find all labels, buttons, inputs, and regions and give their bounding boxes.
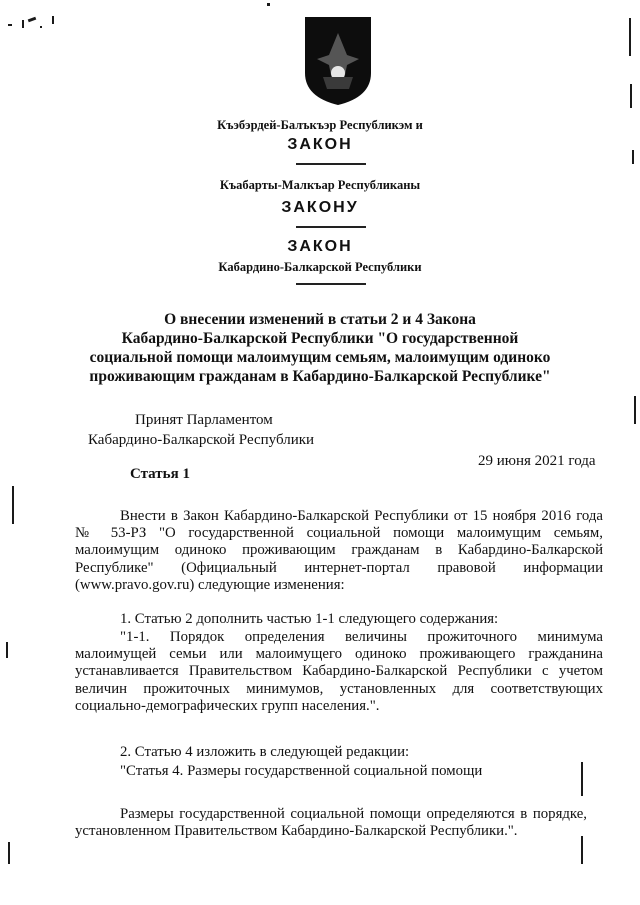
item-1: 1. Статью 2 дополнить частью 1-1 следующего содержания: — [120, 611, 499, 627]
law-title-line: проживающим гражданам в Кабардино-Балкарской Республике" — [89, 368, 551, 385]
law-title — [0, 310, 640, 386]
law-word-balkar: ЗАКОНУ — [281, 199, 359, 216]
scan-speck — [40, 26, 42, 28]
article-1-intro: Внести в Закон Кабардино-Балкарской Республики от 15 ноября 2016 года № 53-РЗ "О государственной социальной помощи малоимущим семьям, малоимущим одиноко проживающим гражданам в Кабардино-Балкарской Республике" (Официальный интернет-портал правовой информации (www.pravo.gov.ru) следующие изменения: — [75, 508, 603, 593]
law-word-kabardian: ЗАКОН — [287, 136, 353, 153]
law-title-line: социальной помощи малоимущим семьям, малоимущим одиноко — [89, 349, 551, 366]
adoption-date: 29 июня 2021 года — [478, 453, 596, 469]
scan-edge-line — [12, 486, 14, 524]
scan-edge-line — [629, 18, 631, 56]
scan-speck — [8, 24, 12, 26]
scan-speck — [267, 3, 270, 6]
coat-of-arms-emblem — [303, 15, 373, 107]
quote-article-4-text: Размеры государственной социальной помощи определяются в порядке, установленном Правительством Кабардино-Балкарской Республики.". — [75, 806, 587, 840]
item-2: 2. Статью 4 изложить в следующей редакции: — [120, 744, 410, 760]
adopted-by-label: Принят Парламентом — [135, 412, 273, 428]
law-title-line: Кабардино-Балкарской Республики "О государственной — [121, 330, 519, 347]
scan-speck — [28, 17, 37, 23]
divider-rule — [296, 163, 366, 165]
law-title-line: О внесении изменений в статьи 2 и 4 Закона — [164, 311, 476, 328]
scan-speck — [52, 16, 54, 24]
karachay-balkar-republic-line: Къабарты-Малкъар Республиканы — [219, 178, 421, 192]
quote-article-4-heading: "Статья 4. Размеры государственной социальной помощи — [120, 763, 483, 779]
law-word-russian: ЗАКОН — [287, 238, 353, 255]
russian-republic-line: Кабардино-Балкарской Республики — [218, 260, 422, 274]
divider-rule — [296, 283, 366, 285]
scan-speck — [22, 20, 24, 28]
scan-edge-line — [8, 842, 10, 864]
adopting-body-label: Кабардино-Балкарской Республики — [88, 432, 315, 448]
scan-edge-line — [630, 84, 632, 108]
scan-edge-line — [6, 642, 8, 658]
kabardian-republic-line: Къэбэрдей-Балъкъэр Республикэм и — [217, 118, 423, 132]
scan-edge-line — [634, 396, 636, 424]
divider-rule — [296, 226, 366, 228]
quote-part-1-1: "1-1. Порядок определения величины прожиточного минимума малоимущей семьи или малоимущего одиноко проживающего гражданина устанавливается Правительством Кабардино-Балкарской Республики с учетом величин прожиточных минимумов, установленных для соответствующих социально-демографических групп населения.". — [75, 629, 603, 714]
article-1-heading: Статья 1 — [130, 466, 190, 482]
